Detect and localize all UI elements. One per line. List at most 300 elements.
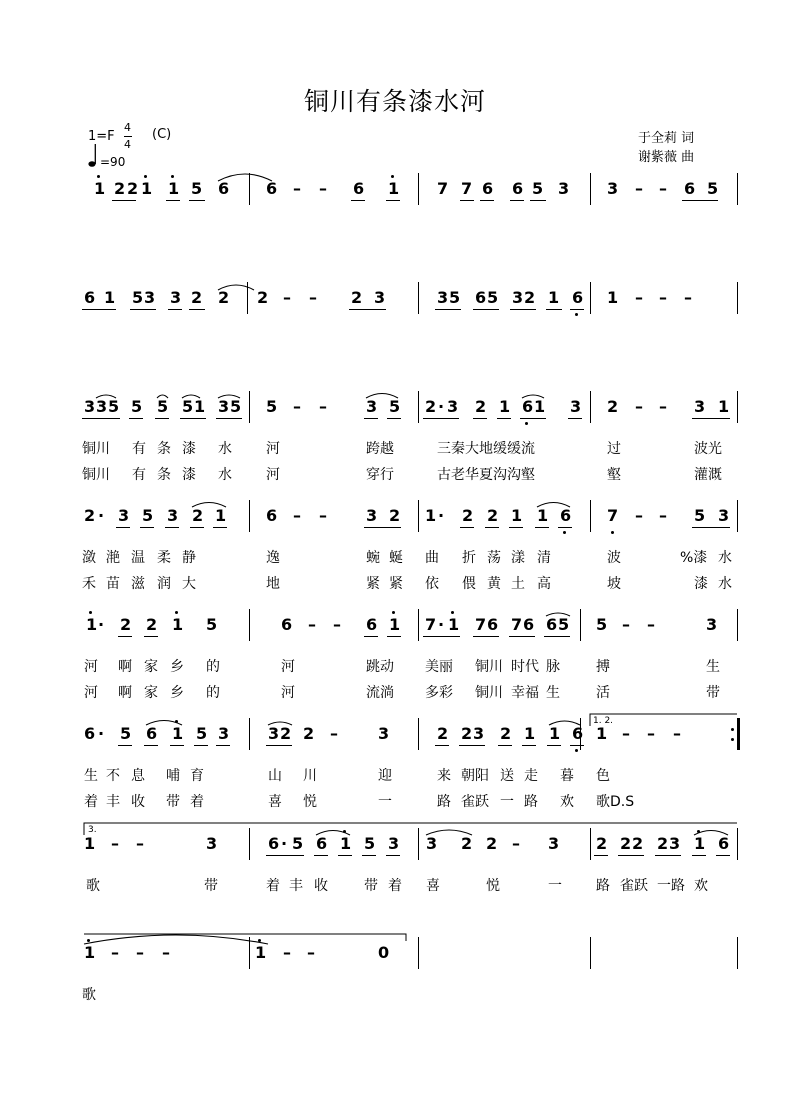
note: 1 — [84, 834, 96, 853]
note: 5 — [206, 615, 218, 634]
lyric-verse-1: 雀跃 — [620, 878, 648, 894]
beam-underline — [118, 745, 132, 746]
lyric-verse-1: 走 — [524, 768, 538, 784]
repeat-barline — [737, 718, 740, 750]
augmentation-dot: · — [98, 615, 105, 634]
sustain-dash: – — [330, 724, 338, 743]
note: 1 — [425, 506, 437, 525]
note: 3 — [206, 834, 218, 853]
octave-dot — [175, 611, 178, 614]
note: 6 — [572, 724, 584, 743]
lyric-verse-2: 幸福 — [511, 685, 539, 701]
lyric-verse-2: 着 — [190, 794, 204, 810]
note: 2 — [191, 288, 203, 307]
sustain-dash: – — [162, 943, 170, 962]
lyric-verse-1: 息 — [131, 768, 145, 784]
note: 6 — [572, 288, 584, 307]
lyric-verse-1: 荡 — [487, 550, 501, 566]
note: 3 — [669, 834, 681, 853]
note: 2 — [475, 397, 487, 416]
lyric-verse-1: 铜川 — [475, 659, 503, 675]
beam-underline — [497, 418, 511, 419]
beam-underline — [692, 527, 730, 528]
sustain-dash: – — [319, 506, 327, 525]
beam-underline — [473, 309, 499, 310]
lyric-verse-1: 着 — [388, 878, 402, 894]
beam-underline — [82, 309, 116, 310]
note: 5 — [694, 506, 706, 525]
note: 6 — [718, 834, 730, 853]
beam-underline — [473, 418, 487, 419]
note-high: 1 — [172, 615, 184, 634]
beam-underline — [364, 418, 378, 419]
beam-underline — [546, 309, 562, 310]
note: 2 — [437, 724, 449, 743]
lyric-verse-2: 偎 — [462, 576, 476, 592]
barline — [418, 828, 419, 860]
sustain-dash: – — [635, 397, 643, 416]
quarter-note-icon — [88, 143, 100, 169]
note: 6 — [482, 179, 494, 198]
note: 2 — [257, 288, 269, 307]
note: 6 — [281, 615, 293, 634]
lyric-verse-1: 滟 — [106, 550, 120, 566]
note-high: 1 — [389, 615, 401, 634]
note: 2 — [487, 506, 499, 525]
octave-dot — [89, 611, 92, 614]
sustain-dash: – — [309, 288, 317, 307]
barline — [249, 173, 250, 205]
lyric-verse-2: 生 — [546, 685, 560, 701]
note-high: 1 — [388, 179, 400, 198]
note: 6 — [475, 288, 487, 307]
sustain-dash: – — [635, 506, 643, 525]
sustain-dash: – — [635, 288, 643, 307]
note: 6 — [316, 834, 328, 853]
beam-underline — [435, 745, 449, 746]
barline — [590, 282, 591, 314]
note: 6 — [266, 506, 278, 525]
low-octave-dot — [611, 531, 614, 534]
beam-underline — [520, 418, 546, 419]
sustain-dash: – — [659, 288, 667, 307]
lyric-verse-2: 高 — [537, 576, 551, 592]
barline — [418, 937, 419, 969]
sustain-dash: – — [647, 615, 655, 634]
barline — [737, 500, 738, 532]
beam-underline — [423, 636, 460, 637]
note: 5 — [108, 397, 120, 416]
repeat-dot — [731, 728, 734, 731]
note: 5 — [131, 397, 143, 416]
sustain-dash: – — [319, 179, 327, 198]
beam-underline — [509, 527, 523, 528]
note: 2 — [632, 834, 644, 853]
beam-underline — [667, 855, 681, 856]
beam-underline — [266, 745, 292, 746]
lyric-verse-2: 地 — [266, 576, 280, 592]
beam-underline — [387, 418, 401, 419]
note: 3 — [118, 506, 130, 525]
lyric-verse-2: 水 — [718, 576, 732, 592]
beam-underline — [485, 527, 499, 528]
lyric-verse-1: 啊 — [118, 659, 132, 675]
lyric-verse-1: 跨越 — [366, 441, 394, 457]
note: 3 — [570, 397, 582, 416]
sustain-dash: – — [659, 397, 667, 416]
lyric-verse-1: 条 — [157, 441, 171, 457]
note: 6 — [523, 615, 535, 634]
note: 6 — [146, 724, 158, 743]
barline — [249, 718, 250, 750]
note: 5 — [389, 397, 401, 416]
lyric-verse-1: 温 — [131, 550, 145, 566]
note-high: 1 — [168, 179, 180, 198]
lyric-verse-2: 着 — [84, 794, 98, 810]
sustain-dash: – — [283, 288, 291, 307]
octave-dot — [258, 939, 261, 942]
lyric-verse-1: %漆 — [680, 550, 708, 566]
tempo-marking: =90 — [100, 155, 126, 169]
sustain-dash: – — [319, 397, 327, 416]
volta-3-label: 3. — [88, 825, 97, 835]
lyric-verse-1: 川 — [303, 768, 317, 784]
note: 2 — [461, 834, 473, 853]
beam-underline — [510, 200, 524, 201]
beam-underline — [522, 745, 536, 746]
beam-underline — [189, 200, 205, 201]
lyric-verse-1: 欢 — [694, 878, 708, 894]
lyric-verse-2: 河 — [281, 685, 295, 701]
beam-underline — [362, 855, 376, 856]
note: 2 — [462, 506, 474, 525]
note-high: 1 — [141, 179, 153, 198]
beam-underline — [314, 855, 328, 856]
lyric-verse-2: 河 — [84, 685, 98, 701]
lyric-verse-1: 一路 — [657, 878, 685, 894]
lyric-verse-1: 折 — [462, 550, 476, 566]
lyric-verse-2: 大 — [182, 576, 196, 592]
lyric-verse-1: 暮 — [560, 768, 574, 784]
lyric-verse-2: 苗 — [106, 576, 120, 592]
octave-dot — [144, 175, 147, 178]
lyric-verse-1: 蜿 — [366, 550, 380, 566]
note: 3 — [366, 506, 378, 525]
beam-underline — [351, 200, 365, 201]
beam-underline — [189, 309, 205, 310]
note: 3 — [378, 724, 390, 743]
lyric-verse-2: 路 — [524, 794, 538, 810]
note: 3 — [96, 397, 108, 416]
note: 3 — [473, 724, 485, 743]
note: 2 — [351, 288, 363, 307]
sustain-dash: – — [136, 943, 144, 962]
sustain-dash: – — [622, 724, 630, 743]
sustain-dash: – — [659, 179, 667, 198]
beam-underline — [558, 527, 572, 528]
note: 2 — [84, 506, 96, 525]
note: 1 — [549, 724, 561, 743]
note: 3 — [84, 397, 96, 416]
note: 2 — [218, 288, 230, 307]
note: 3 — [437, 288, 449, 307]
lyric-verse-2: 悦 — [303, 794, 317, 810]
note: 2 — [114, 179, 126, 198]
note: 1 — [537, 506, 549, 525]
low-octave-dot — [575, 749, 578, 752]
note: 2 — [120, 615, 132, 634]
barline — [737, 173, 738, 205]
beam-underline — [349, 309, 386, 310]
octave-dot — [697, 830, 700, 833]
note: 3 — [366, 397, 378, 416]
note: 5 — [182, 397, 194, 416]
beam-underline — [568, 418, 582, 419]
beam-underline — [140, 527, 154, 528]
lyric-verse-1: 蜒 — [389, 550, 403, 566]
lyric-verse-2: 路 — [437, 794, 451, 810]
lyric-verse-2: 灌溉 — [694, 467, 722, 483]
note: 3 — [170, 288, 182, 307]
note: 5 — [230, 397, 242, 416]
beam-underline — [144, 636, 158, 637]
note-high: 1 — [340, 834, 352, 853]
note: 5 — [292, 834, 304, 853]
note: 2 — [657, 834, 669, 853]
lyric-verse-1: 水 — [218, 441, 232, 457]
lyric-verse-1: 路 — [596, 878, 610, 894]
beam-underline — [118, 636, 132, 637]
barline — [249, 391, 250, 423]
lyric-verse-1: 山 — [268, 768, 282, 784]
note: 6 — [684, 179, 696, 198]
note: 3 — [388, 834, 400, 853]
barline — [249, 937, 250, 969]
beam-underline — [630, 855, 644, 856]
note: 2 — [607, 397, 619, 416]
note: 3 — [558, 179, 570, 198]
lyric-verse-2: 条 — [157, 467, 171, 483]
sustain-dash: – — [333, 615, 341, 634]
lyric-verse-2: 的 — [206, 685, 220, 701]
note: 7 — [607, 506, 619, 525]
lyric-verse-1: 波 — [607, 550, 621, 566]
lyric-verse-2: 穿行 — [366, 467, 394, 483]
note: 7 — [475, 615, 487, 634]
note: 2 — [596, 834, 608, 853]
barline — [590, 937, 591, 969]
octave-dot — [392, 611, 395, 614]
lyric-verse-2: 古老华夏沟沟壑 — [437, 467, 535, 483]
lyric-verse-2: 滋 — [131, 576, 145, 592]
beam-underline — [459, 745, 485, 746]
sustain-dash: – — [684, 288, 692, 307]
beam-underline — [387, 636, 401, 637]
note: 1 — [548, 288, 560, 307]
octave-dot — [451, 611, 454, 614]
lyric-verse-1: 一 — [548, 878, 562, 894]
lyric-verse-1: 铜川 — [82, 441, 110, 457]
beam-underline — [530, 200, 546, 201]
low-octave-dot — [525, 422, 528, 425]
lyric-verse-1: 柔 — [157, 550, 171, 566]
lyric-verse-1: 带 — [204, 878, 218, 894]
lyric-verse-1: 漆 — [182, 441, 196, 457]
sustain-dash: – — [136, 834, 144, 853]
song-title: 铜川有条漆水河 — [303, 87, 486, 116]
lyric-verse-2: 紧 — [389, 576, 403, 592]
note: 3 — [268, 724, 280, 743]
barline — [737, 937, 738, 969]
lyric-verse-1: 喜 — [426, 878, 440, 894]
lyric-verse-1: 清 — [537, 550, 551, 566]
barline — [418, 173, 419, 205]
lyric-verse-2: 雀跃 — [461, 794, 489, 810]
lyric-verse-2: 有 — [132, 467, 146, 483]
note: 3 — [426, 834, 438, 853]
note: 3 — [218, 397, 230, 416]
note: 1 — [499, 397, 511, 416]
beam-underline — [510, 309, 536, 310]
beam-underline — [155, 418, 169, 419]
note: 6 — [84, 288, 96, 307]
barline — [590, 500, 591, 532]
sustain-dash: – — [283, 943, 291, 962]
sustain-dash: – — [111, 834, 119, 853]
note: 2 — [146, 615, 158, 634]
lyric-verse-2: 河 — [266, 467, 280, 483]
note: 7 — [437, 179, 449, 198]
mode-label: (C) — [152, 127, 172, 142]
note: 5 — [364, 834, 376, 853]
note: 1 — [524, 724, 536, 743]
note: 6 — [218, 179, 230, 198]
note: 5 — [132, 288, 144, 307]
beam-underline — [180, 418, 206, 419]
note: 3 — [706, 615, 718, 634]
note: 6 — [84, 724, 96, 743]
lyric-verse-1: 搏 — [596, 659, 610, 675]
note: 5 — [142, 506, 154, 525]
note: 2 — [461, 724, 473, 743]
lyric-verse-1: 三秦大地缓缓流 — [437, 441, 535, 457]
note: 5 — [191, 179, 203, 198]
octave-dot — [175, 720, 178, 723]
barline — [590, 173, 591, 205]
barline — [737, 391, 738, 423]
note: 3 — [144, 288, 156, 307]
lyric-verse-2: 土 — [511, 576, 525, 592]
volta-1-2-label: 1. 2. — [593, 716, 614, 726]
octave-dot — [171, 175, 174, 178]
lyric-verse-1: 育 — [190, 768, 204, 784]
sustain-dash: – — [308, 615, 316, 634]
lyric-verse-2: 依 — [425, 576, 439, 592]
note-high: 1 — [255, 943, 267, 962]
lyric-verse-1: 不 — [106, 768, 120, 784]
lyric-verse-1: 跳动 — [366, 659, 394, 675]
beam-underline — [423, 418, 459, 419]
note: 3 — [218, 724, 230, 743]
beam-underline — [166, 200, 180, 201]
beam-underline — [112, 200, 136, 201]
lyric-verse-1: 色 — [596, 768, 610, 784]
barline — [418, 282, 419, 314]
lyric-verse-2: 丰 — [106, 794, 120, 810]
lyric-verse-1: 的 — [206, 659, 220, 675]
time-signature-top: 4 — [124, 121, 131, 134]
key-signature: 1=F — [88, 129, 115, 144]
beam-underline — [364, 636, 378, 637]
augmentation-dot: · — [98, 506, 105, 525]
lyric-verse-2: 一 — [378, 794, 392, 810]
lyric-verse-1: 乡 — [170, 659, 184, 675]
lyric-verse-1: 迎 — [378, 768, 392, 784]
sustain-dash: – — [293, 179, 301, 198]
note: 3 — [374, 288, 386, 307]
lyric-verse-2: 多彩 — [425, 685, 453, 701]
low-octave-dot — [563, 531, 566, 534]
note: 3 — [607, 179, 619, 198]
note: 6 — [353, 179, 365, 198]
low-octave-dot — [575, 313, 578, 316]
barline — [247, 282, 248, 314]
beam-underline — [386, 200, 400, 201]
lyric-verse-2: 黄 — [487, 576, 501, 592]
lyric-verse-1: 美丽 — [425, 659, 453, 675]
barline — [249, 609, 250, 641]
lyric-verse-1: 歌 — [82, 987, 96, 1003]
repeat-dot — [731, 738, 734, 741]
note: 2 — [524, 288, 536, 307]
sustain-dash: – — [111, 943, 119, 962]
beam-underline — [130, 309, 156, 310]
augmentation-dot: · — [281, 834, 288, 853]
note: 5 — [558, 615, 570, 634]
note: 2 — [192, 506, 204, 525]
lyric-verse-1: 丰 — [289, 878, 303, 894]
lyric-verse-2: 一 — [500, 794, 514, 810]
note: 6 — [268, 834, 280, 853]
lyric-verse-2: 禾 — [82, 576, 96, 592]
note: 3 — [447, 397, 459, 416]
lyric-verse-1: 潋 — [82, 550, 96, 566]
lyric-verse-2: 水 — [218, 467, 232, 483]
note: 6 — [487, 615, 499, 634]
barline — [737, 609, 738, 641]
sustain-dash: – — [647, 724, 655, 743]
beam-underline — [266, 855, 304, 856]
note: 1 — [511, 506, 523, 525]
beam-underline — [716, 855, 730, 856]
lyric-verse-1: 送 — [500, 768, 514, 784]
lyric-verse-1: 带 — [364, 878, 378, 894]
note: 5 — [196, 724, 208, 743]
lyric-verse-1: 歌 — [86, 878, 100, 894]
augmentation-dot: · — [438, 615, 445, 634]
lyric-verse-1: 生 — [84, 768, 98, 784]
lyric-verse-2: 铜川 — [475, 685, 503, 701]
note-high: 1 — [172, 724, 184, 743]
note: 6 — [366, 615, 378, 634]
note: 1 — [534, 397, 546, 416]
barline — [737, 828, 738, 860]
augmentation-dot: · — [98, 724, 105, 743]
note: 1 — [104, 288, 116, 307]
lyric-verse-1: 悦 — [486, 878, 500, 894]
note-high: 1 — [86, 615, 98, 634]
sustain-dash: – — [512, 834, 520, 853]
